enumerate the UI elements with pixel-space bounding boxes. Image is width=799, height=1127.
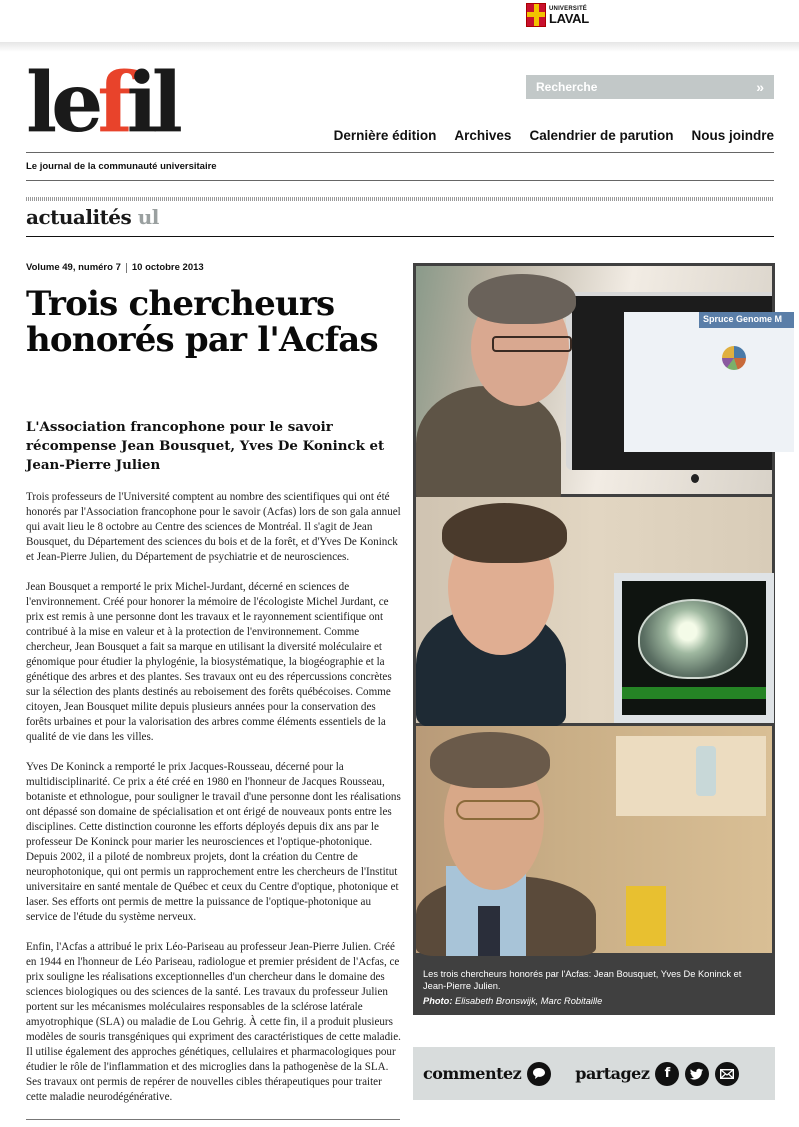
person-hair: [468, 274, 576, 324]
divider: [26, 180, 774, 181]
photo-yves-de-koninck[interactable]: [416, 497, 772, 723]
paragraph: Enfin, l'Acfas a attribué le prix Léo-Pariseau au professeur Jean-Pierre Julien. Créé en 1944 en l'honneur de Léo Pariseau, radiologue et premier président de l'Acfas, ce prix souligne les réalisations exceptionnelles d'un chercheur dans le domaine des sciences biologiques ou des sciences de la santé. Les travaux du professeur Julien portent sur les mécanismes moléculaires responsables de la sclérose latérale amyotrophique (SLA) ou maladie de Lou Gehrig. À cette fin, il a produit plusieurs modèles de souris transgéniques qui expriment des caractéristiques de cette maladie. Il utilise également des approches génétiques, cellulaires et pharmacologiques pour étudier le rôle de l'inflammation et des microglies dans la pathogenèse de la SLA. Ses travaux ont permis de repérer de nouvelles cibles thérapeutiques pour traiter cette maladie neurodégénérative.: [26, 941, 401, 1103]
lefil-logo[interactable]: [26, 55, 177, 151]
article-figure: [413, 263, 783, 1015]
main-nav: [334, 128, 774, 143]
facebook-icon[interactable]: f: [655, 1062, 679, 1086]
section-suffix: ul: [137, 205, 159, 229]
search-bar: [526, 75, 774, 99]
lab-bottle: [696, 746, 716, 796]
brain-image: [638, 599, 748, 679]
ulaval-small-text: UNIVERSITÉ: [549, 5, 588, 12]
photo-jean-bousquet[interactable]: [416, 266, 783, 494]
twitter-icon[interactable]: [685, 1062, 709, 1086]
share-label: partagez: [575, 1064, 650, 1083]
paragraph: Jean Bousquet a remporté le prix Michel-Jurdant, décerné en sciences de l'environnement. Créé pour honorer la mémoire de l'écologiste Michel Jurdant, ce prix est remis à une personne dont les travaux et le rayonnement scientifique ont contribué à la mise en valeur et à la protection de l'environnement. Comme chercheur, Jean Bousquet a fait sa marque en utilisant la diversité moléculaire et génomique pour étudier la phylogénie, la biosystématique, la biogéographie et la génétique des arbres et des plantes. Ses travaux ont eu des répercussions concrètes sur la sélection des plants destinés au reboisement des forêts québécoises. Comme citoyen, Jean Bousquet milite depuis plusieurs années pour la conservation des forêts urbaines et pour la valorisation des arbres comme éléments essentiels de la qualité de vie dans les villes.: [26, 581, 392, 743]
email-icon[interactable]: [715, 1062, 739, 1086]
glasses: [492, 336, 572, 352]
article-body: [26, 490, 402, 1120]
caption-text: Les trois chercheurs honorés par l'Acfas: Jean Bousquet, Yves De Koninck et Jean-Pierre Julien.: [423, 969, 742, 991]
article-headline: Trois chercheurs honorés par l'Acfas: [26, 284, 378, 360]
person-body: [416, 386, 561, 506]
credit-names: Elisabeth Bronswijk, Marc Robitaille: [455, 996, 603, 1006]
divider: [26, 152, 774, 153]
monitor-screen: [622, 581, 766, 715]
volume-number: Volume 49, numéro 7: [26, 262, 121, 273]
ulaval-shield-icon: [526, 3, 546, 27]
search-input[interactable]: [536, 80, 726, 94]
monitor: [566, 292, 783, 470]
figure-caption: [423, 968, 763, 1007]
comment-bubble-icon[interactable]: [527, 1062, 551, 1086]
article-date: 10 octobre 2013: [131, 262, 204, 273]
divider: [26, 236, 774, 237]
screen-title: Spruce Genome M: [699, 312, 794, 328]
lab-container: [626, 886, 666, 946]
tagline: Le journal de la communauté universitaire: [26, 161, 217, 172]
glasses: [456, 800, 540, 820]
divider: [26, 1119, 400, 1120]
logo-part-f: f: [97, 55, 127, 151]
article-subhead: L'Association francophone pour le savoir récompense Jean Bousquet, Yves De Koninck et Jean-Pierre Julien: [26, 419, 385, 473]
universite-laval-logo[interactable]: [526, 3, 589, 27]
top-bar-shadow: [0, 42, 799, 52]
monitor-bezel: [572, 296, 783, 470]
person-tie: [478, 906, 500, 956]
photo-jean-pierre-julien[interactable]: [416, 726, 772, 953]
neurons-image: [622, 687, 766, 699]
credit-label: Photo:: [423, 996, 453, 1006]
nav-nous-joindre[interactable]: Nous joindre: [691, 128, 774, 143]
logo-part-il: il: [126, 55, 177, 151]
top-bar: [0, 0, 799, 44]
paragraph: Yves De Koninck a remporté le prix Jacques-Rousseau, décerné pour la multidisciplinarité. Ce prix a été créé en 1980 en l'honneur de Jacques Rousseau, botaniste et ethnologue, pour souligner le travail d'une personne dont les réalisations ont dépassé son domaine de spécialisation et ont érigé de nouveaux ponts entre les disciplines. Cette distinction couronne les efforts déployés depuis dix ans par le professeur De Koninck pour marier les neurosciences et l'optique-photonique. Depuis 2002, il a piloté de nombreux projets, dont la création du Centre de neurophotonique, qui ont permis un rapprochement entre les chercheurs de l'Institut universitaire en santé mentale de Québec et ceux du Centre d'optique, photonique et laser. Ses efforts ont permis de mettre la puissance de l'optique-photonique au service de l'étude du système nerveux.: [26, 761, 401, 923]
dotted-divider: [26, 197, 774, 201]
nav-archives[interactable]: Archives: [454, 128, 512, 143]
nav-derniere-edition[interactable]: Dernière édition: [333, 128, 437, 143]
person-hair: [442, 503, 567, 563]
meta-separator: [126, 263, 127, 273]
search-submit-icon[interactable]: »: [756, 79, 764, 95]
ulaval-wordmark: [549, 6, 589, 25]
person-hair: [430, 732, 550, 788]
logo-part-le: le: [26, 55, 98, 151]
paragraph: Trois professeurs de l'Université comptent au nombre des scientifiques qui ont été honorés par l'Association francophone pour le savoir (Acfas) lors de son gala annuel qui avait lieu le 8 octobre au Centre des sciences de Montréal. Il s'agit de Jean Bousquet, du Département des sciences du bois et de la forêt, et d'Yves De Koninck et Jean-Pierre Julien, du Département de psychiatrie et de neurosciences.: [26, 491, 401, 563]
section-main: actualités: [26, 205, 132, 229]
photo-credit: [423, 995, 763, 1007]
lab-shelf: [616, 736, 766, 816]
apple-logo-icon: [691, 474, 699, 483]
screen-pie-chart: [722, 346, 746, 370]
comment-label[interactable]: commentez: [423, 1064, 522, 1083]
article-meta: [26, 262, 204, 273]
ulaval-big-text: LAVAL: [549, 10, 589, 26]
monitor: [614, 573, 774, 723]
share-bar: [413, 1047, 775, 1100]
monitor-screen: [624, 312, 794, 452]
nav-calendrier[interactable]: Calendrier de parution: [529, 128, 674, 143]
section-title[interactable]: [26, 205, 159, 229]
